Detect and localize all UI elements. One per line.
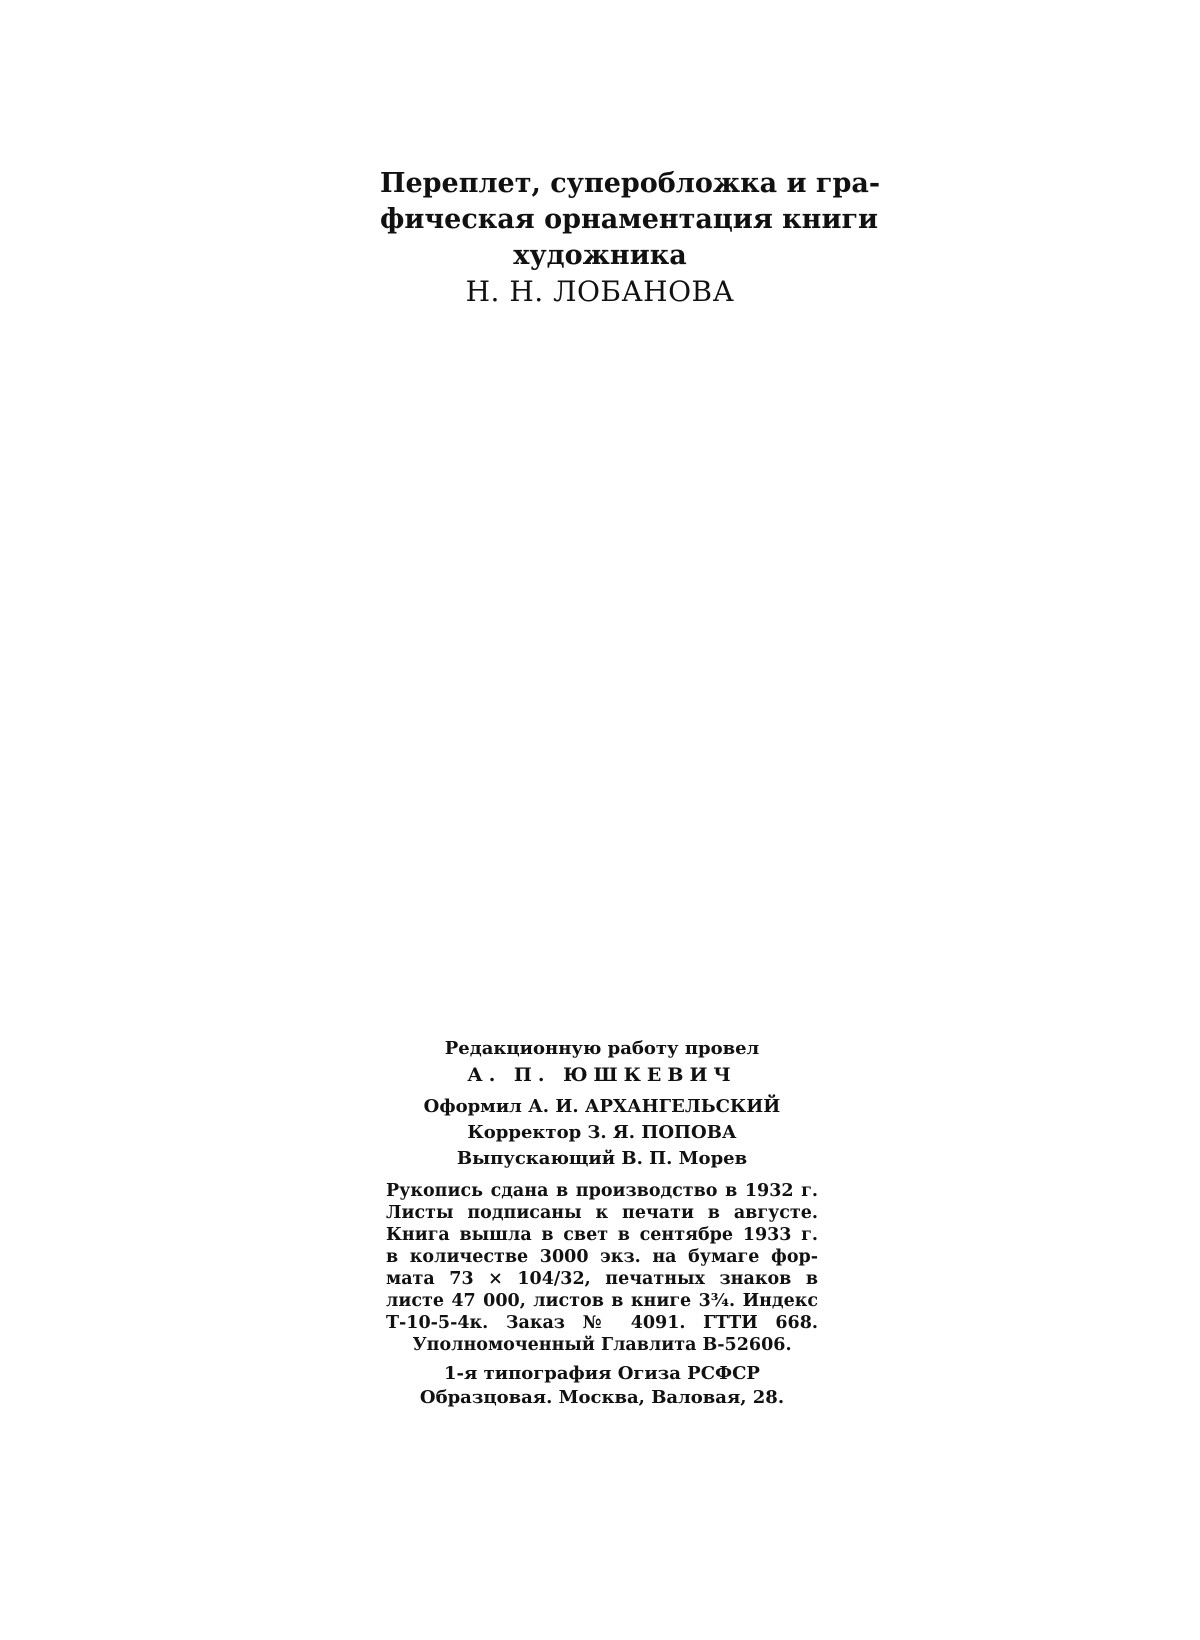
printer-info: [386, 1362, 818, 1410]
details-line: Листы подписаны к печати в августе.: [386, 1203, 818, 1223]
details-line: листе 47 000, листов в книге 3¾. Индекс: [386, 1291, 818, 1311]
details-line: в количестве 3000 экз. на бумаге фор-: [386, 1247, 818, 1267]
issuer-credit: Выпускающий В. П. Морев: [456, 1148, 748, 1169]
details-line: Книга вышла в свет в сентябре 1933 г.: [386, 1225, 818, 1245]
imprint-block: [386, 1036, 818, 1410]
design-credits: [380, 166, 881, 310]
credits-line-2: фическая орнаментация книги: [380, 204, 879, 235]
printer-line-1: 1-я типография Огиза РСФСР: [444, 1363, 760, 1384]
publication-details: [386, 1180, 818, 1356]
editor-label: Редакционную работу провел: [444, 1038, 760, 1059]
details-line: Рукопись сдана в производство в 1932 г.: [386, 1181, 818, 1201]
designer-credit: Оформил А. И. АРХАНГЕЛЬСКИЙ: [423, 1096, 781, 1117]
artist-name: Н. Н. ЛОБАНОВА: [465, 275, 735, 308]
editor-name: А. П. ЮШКЕВИЧ: [467, 1064, 737, 1086]
credits-line-3: художника: [513, 240, 687, 271]
details-line: мата 73 × 104/32, печатных знаков в: [386, 1269, 818, 1289]
proofreader-credit: Корректор З. Я. ПОПОВА: [467, 1122, 737, 1143]
printer-line-2: Образцовая. Москва, Валовая, 28.: [419, 1387, 785, 1408]
credits-line-1: Переплет, суперобложка и гра-: [380, 168, 881, 199]
details-line: Т-10-5-4к. Заказ № 4091. ГТТИ 668.: [386, 1313, 818, 1333]
details-line: Уполномоченный Главлита В-52606.: [412, 1335, 792, 1355]
